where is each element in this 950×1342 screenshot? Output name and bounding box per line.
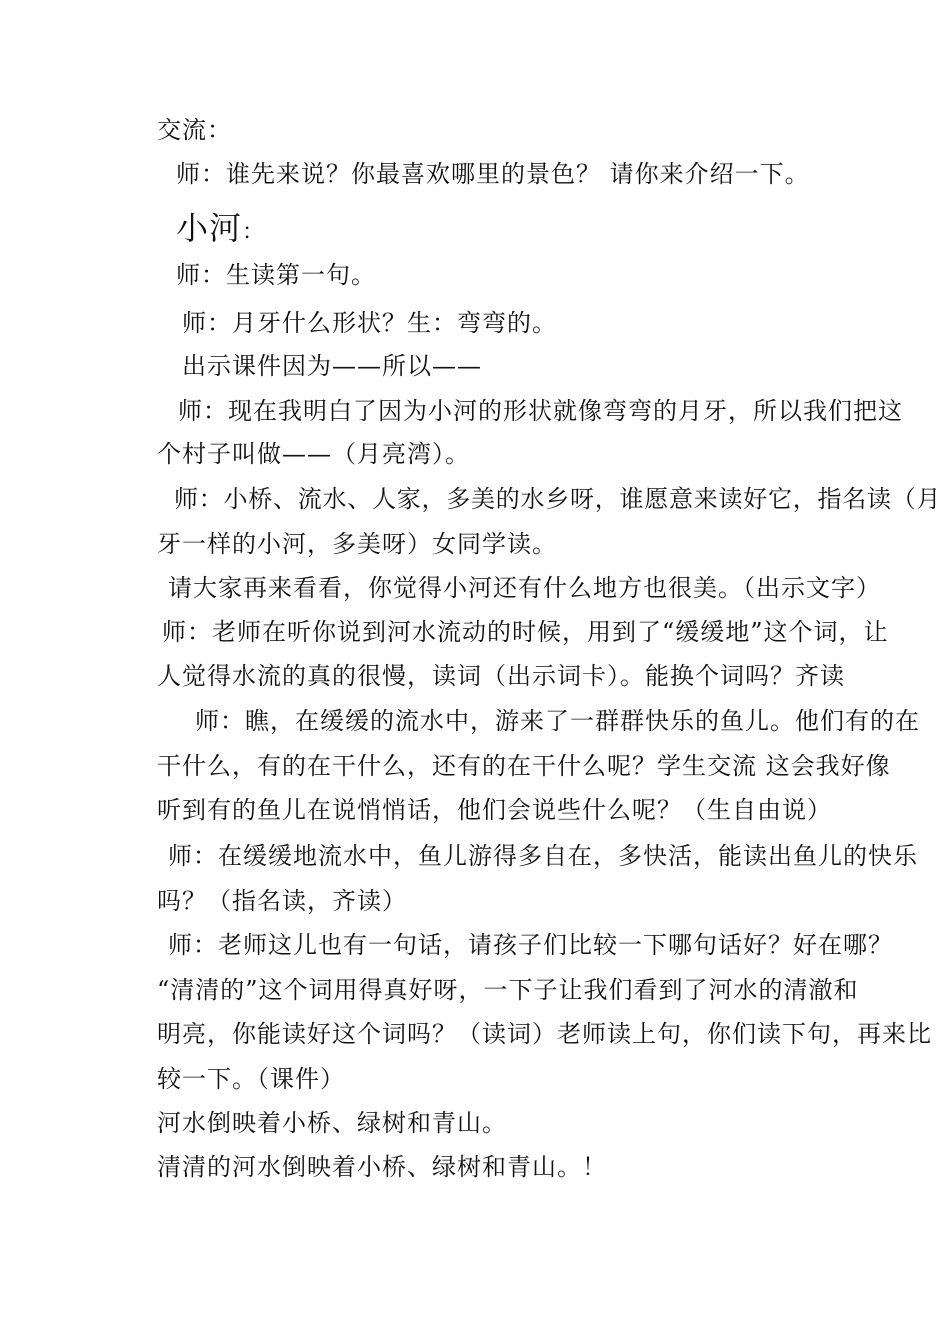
text-line-teacher-question: 师：谁先来说？你最喜欢哪里的景色？ 请你来介绍一下。 xyxy=(176,160,810,188)
text-line: 请大家再来看看，你觉得小河还有什么地方也很美。（出示文字） xyxy=(168,574,881,602)
text-line: “清清的”这个词用得真好呀，一下子让我们看到了河水的清澈和 xyxy=(157,976,859,1004)
text-line: 师：小桥、流水、人家，多美的水乡呀，谁愿意来读好它，指名读（月 xyxy=(174,485,942,513)
text-line: 个村子叫做——（月亮湾）。 xyxy=(157,440,470,468)
text-line: 听到有的鱼儿在说悄悄话，他们会说些什么呢？（生自由说） xyxy=(157,796,832,824)
text-line: 明亮，你能读好这个词吗？（读词）老师读上句，你们读下句，再来比 xyxy=(157,1020,932,1048)
text-line-exchange: 交流： xyxy=(157,116,232,144)
text-line: 师：瞧，在缓缓的流水中，游来了一群群快乐的鱼儿。他们有的在 xyxy=(195,707,920,735)
text-line: 出示课件因为——所以—— xyxy=(182,352,482,380)
text-line: 较一下。（课件） xyxy=(157,1065,345,1093)
text-line: 河水倒映着小桥、绿树和青山。 xyxy=(157,1109,507,1137)
text-line: 吗？（指名读，齐读） xyxy=(157,887,407,915)
section-heading-colon: ： xyxy=(242,220,266,245)
text-line: 师：老师在听你说到河水流动的时候，用到了“缓缓地”这个词，让 xyxy=(162,618,889,646)
text-line: 牙一样的小河，多美呀）女同学读。 xyxy=(157,530,557,558)
section-heading-text: 小河 xyxy=(176,209,243,247)
section-heading xyxy=(176,208,265,253)
text-line: 师：生读第一句。 xyxy=(176,261,376,289)
text-line: 师：在缓缓地流水中，鱼儿游得多自在，多快活，能读出鱼儿的快乐 xyxy=(168,842,918,870)
text-line: 师：月牙什么形状？生：弯弯的。 xyxy=(182,309,557,337)
text-line: 清清的河水倒映着小桥、绿树和青山。！ xyxy=(157,1153,607,1181)
text-line: 干什么，有的在干什么，还有的在干什么呢？学生交流 这会我好像 xyxy=(157,752,891,780)
text-line: 师：现在我明白了因为小河的形状就像弯弯的月牙，所以我们把这 xyxy=(178,397,903,425)
text-line: 人觉得水流的真的很慢，读词（出示词卡）。能换个词吗？齐读 xyxy=(157,662,845,690)
text-line: 师：老师这儿也有一句话，请孩子们比较一下哪句话好？好在哪？ xyxy=(168,931,893,959)
